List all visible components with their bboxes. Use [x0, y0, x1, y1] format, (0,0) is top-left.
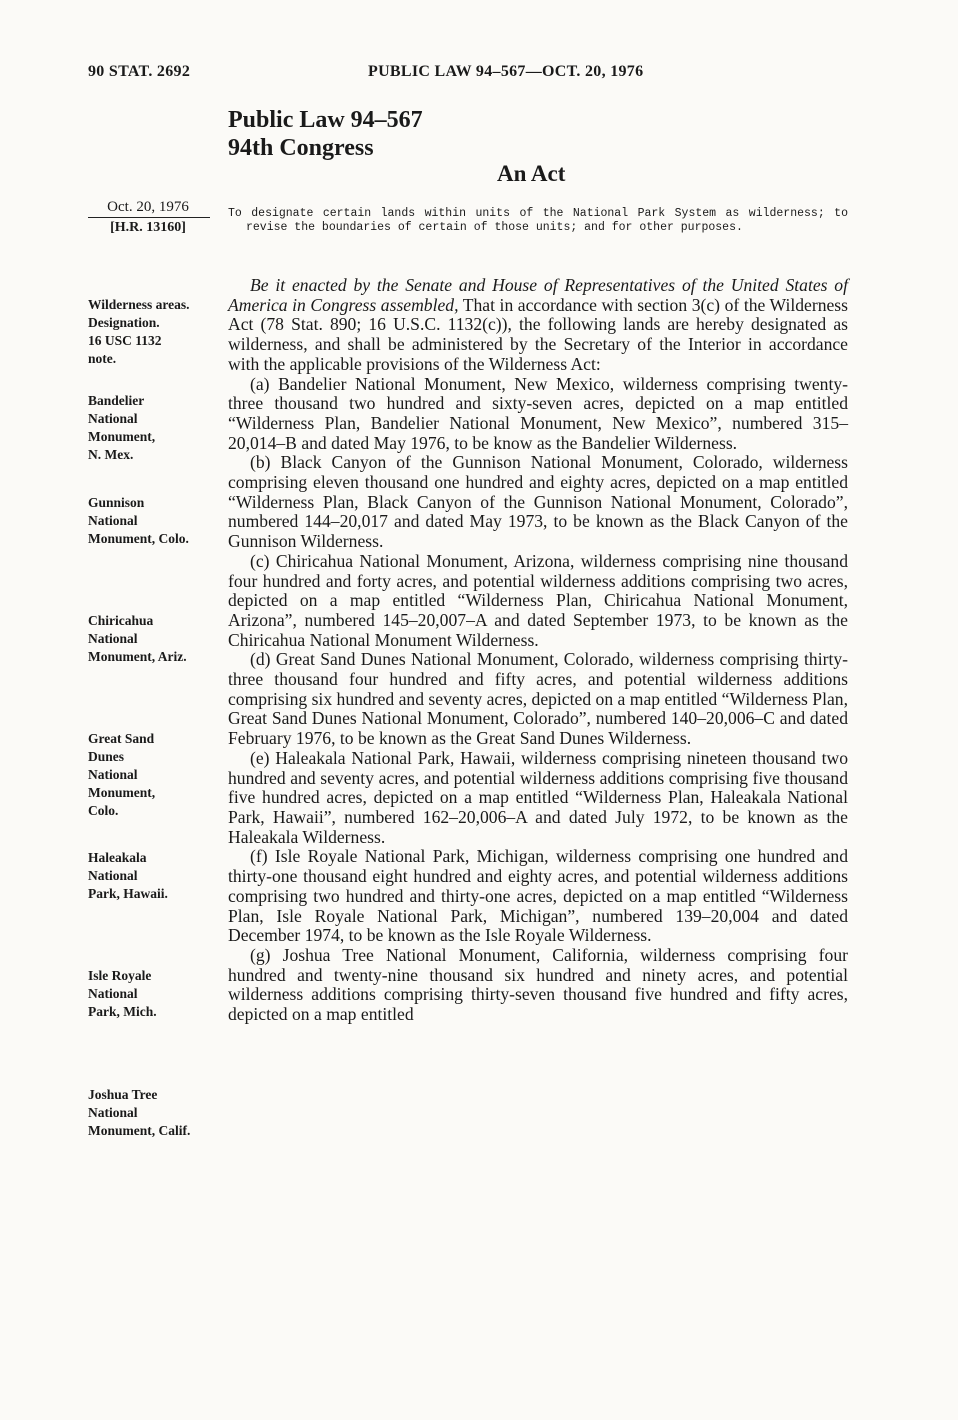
- margin-note-isle-royale: [88, 967, 213, 1021]
- bill-number: [H.R. 13160]: [110, 220, 186, 235]
- paragraph-c: (c) Chiricahua National Monument, Arizona, wilderness comprising nine thousand four hundred and forty acres, and potential wilderness additions comprising two acres, depicted on a map entitled “Wilderness Plan, Chiricahua National Monument, Arizona”, numbered 145–20,007–A and dated September 1973, to be known as the Chiricahua National Monument Wilderness.: [228, 550, 848, 650]
- margin-note-wilderness: [88, 296, 213, 368]
- purpose-statement: To designate certain lands within units of the National Park System as wilderness; to revise the boundaries of certain of those units; and for other purposes.: [228, 207, 848, 234]
- paragraph-b: (b) Black Canyon of the Gunnison National Monument, Colorado, wilderness comprising eleven thousand one hundred and eighty acres, depicted on a map entitled “Wilderness Plan, Black Canyon of the Gunnison National Monument, Colorado”, numbered 144–20,017 and dated May 1973, to be known as the Black Canyon of the Gunnison Wilderness.: [228, 452, 848, 552]
- congress-number: 94th Congress: [228, 135, 374, 161]
- margin-note-line: Colo.: [88, 803, 119, 818]
- enacting-clause-italic: Be it enacted by the Senate and House of Representatives of the United States of America in Congress assembled,: [228, 275, 848, 315]
- margin-note-gunnison: [88, 494, 213, 548]
- margin-note-line: Joshua Tree: [88, 1087, 158, 1102]
- enacting-clause-text: That in accordance with section 3(c) of the Wilderness Act (78 Stat. 890; 16 U.S.C. 1132(c)), the following lands are hereby designated as wilderness, and shall be administered by the Secretary of the Interior in accordance with the applicable provisions of the Wilderness Act:: [228, 294, 848, 374]
- margin-note-line: Monument, Ariz.: [88, 649, 187, 664]
- margin-note-bandelier: [88, 392, 213, 464]
- margin-note-line: National: [88, 631, 138, 646]
- margin-note-line: Bandelier: [88, 393, 145, 408]
- margin-note-line: Great Sand: [88, 731, 155, 746]
- paragraph-d: (d) Great Sand Dunes National Monument, Colorado, wilderness comprising thirty-three thousand four hundred and fifty acres, and potential wilderness additions comprising six hundred and seventy acres, depicted on a map entitled “Wilderness Plan, Great Sand Dunes National Monument, Colorado”, numbered 140–20,006–C and dated February 1976, to be known as the Great Sand Dunes Wilderness.: [228, 649, 848, 749]
- margin-note-line: National: [88, 513, 138, 528]
- margin-note-line: 16 USC 1132: [88, 333, 162, 348]
- margin-note-line: National: [88, 868, 138, 883]
- margin-note-joshua-tree: [88, 1086, 213, 1140]
- margin-note-line: Park, Hawaii.: [88, 886, 168, 901]
- margin-note-line: Park, Mich.: [88, 1004, 157, 1019]
- page-reference: 90 STAT. 2692: [88, 63, 191, 80]
- margin-note-haleakala: [88, 849, 213, 903]
- paragraph-f: (f) Isle Royale National Park, Michigan, wilderness comprising one hundred and thirty-one thousand eight hundred and eighty acres, and potential wilderness additions comprising two hundred and thirty-one acres, depicted on a map entitled “Wilderness Plan, Isle Royale National Park, Michigan”, numbered 139–20,004 and dated December 1974, to be known as the Isle Royale Wilderness.: [228, 846, 848, 946]
- margin-note-line: National: [88, 767, 138, 782]
- date-divider: [88, 217, 210, 218]
- law-number: Public Law 94–567: [228, 107, 423, 133]
- enactment-date: Oct. 20, 1976: [107, 199, 189, 215]
- margin-note-line: Gunnison: [88, 495, 145, 510]
- paragraph-a: (a) Bandelier National Monument, New Mexico, wilderness comprising twenty-three thousand two hundred and sixty-seven acres, depicted on a map entitled “Wilderness Plan, Bandelier National Monument, New Mexico”, numbered 315–20,014–B and dated May 1976, to be know as the Bandelier Wilderness.: [228, 373, 848, 453]
- margin-note-line: National: [88, 1105, 138, 1120]
- margin-note-line: Wilderness areas.: [88, 297, 190, 312]
- enacting-clause: [228, 276, 848, 375]
- margin-note-line: Monument,: [88, 785, 156, 800]
- margin-note-line: Monument,: [88, 429, 156, 444]
- margin-note-line: Haleakala: [88, 850, 147, 865]
- margin-note-line: note.: [88, 351, 117, 366]
- margin-note-line: National: [88, 986, 138, 1001]
- paragraph-g: (g) Joshua Tree National Monument, California, wilderness comprising four hundred and twenty-nine thousand six hundred and ninety acres, and potential wilderness additions comprising thirty-seven thousand five hundred and fifty acres, depicted on a map entitled: [228, 944, 848, 1025]
- running-title: PUBLIC LAW 94–567—OCT. 20, 1976: [368, 63, 644, 80]
- margin-note-line: National: [88, 411, 138, 426]
- act-heading: An Act: [497, 161, 566, 186]
- margin-note-line: N. Mex.: [88, 447, 134, 462]
- margin-note-line: Monument, Colo.: [88, 531, 189, 546]
- margin-note-chiricahua: [88, 612, 213, 666]
- margin-note-line: Monument, Calif.: [88, 1123, 191, 1138]
- margin-note-line: Dunes: [88, 749, 125, 764]
- margin-note-line: Designation.: [88, 315, 160, 330]
- margin-note-great-sand-dunes: [88, 730, 213, 820]
- margin-note-line: Isle Royale: [88, 968, 152, 983]
- margin-note-line: Chiricahua: [88, 613, 154, 628]
- act-body: [228, 276, 848, 1025]
- paragraph-e: (e) Haleakala National Park, Hawaii, wilderness comprising nineteen thousand two hundred and seventy acres, and potential wilderness additions comprising five thousand five hundred acres, depicted on a map entitled “Wilderness Plan, Haleakala National Park, Hawaii”, numbered 162–20,006–A and dated July 1972, to be known as the Haleakala Wilderness.: [228, 747, 848, 847]
